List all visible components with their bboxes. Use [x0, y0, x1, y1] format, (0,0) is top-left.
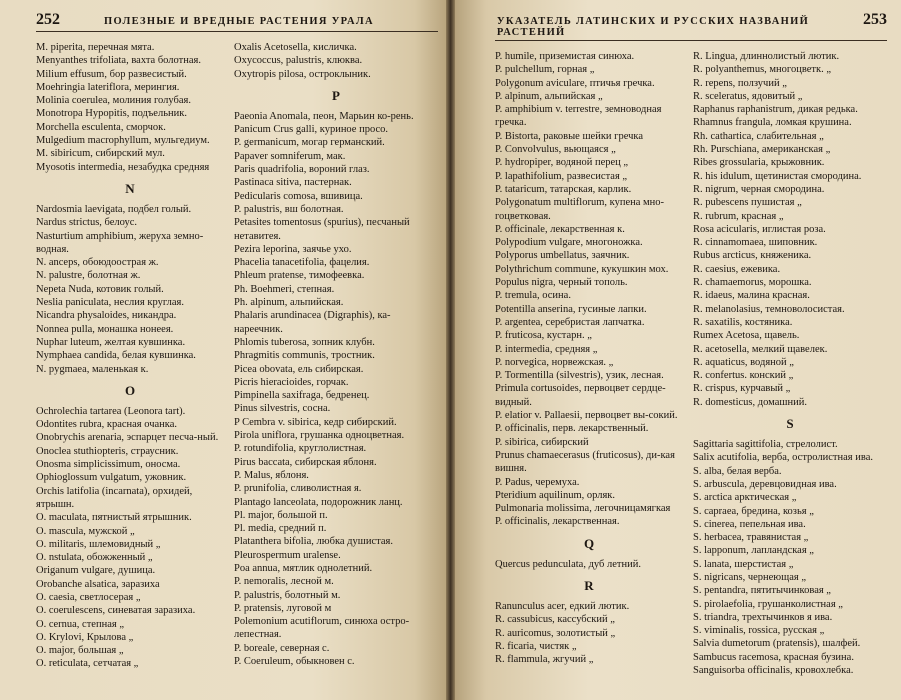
index-entry: Phalaris arundinacea (Digraphis), ка-нареечник.	[234, 310, 391, 335]
index-entry: P. nemoralis, лесной м.	[234, 576, 334, 588]
index-entry: Onobrychis arenaria, эспарцет песча-ный.	[36, 432, 219, 444]
index-entry: R. auricomus, золотистый „	[495, 627, 616, 639]
index-entry: P. humile, приземистая синюха.	[495, 51, 635, 62]
left-column-1	[36, 41, 224, 671]
index-entry: Phleum pratense, тимофеевка.	[234, 270, 365, 282]
index-entry: M. piperita, перечная мята.	[36, 42, 155, 53]
index-entry: Quercus pedunculata, дуб летний.	[495, 558, 641, 570]
index-entry: Phlomis tuberosa, зопник клубн.	[234, 336, 375, 348]
section-letter: P	[332, 87, 340, 103]
index-entry: Rh. cathartica, слабительная „	[693, 130, 824, 142]
index-entry: Polemonium acutiflorum, синюха остро-лепестная.	[234, 616, 410, 641]
index-entry: Rosa acicularis, иглистая роза.	[693, 223, 826, 235]
index-entry: P. rotundifolia, круглолистная.	[234, 443, 367, 455]
index-entry: P. officinalis, перв. лекарственный.	[495, 423, 649, 435]
index-entry: Nardus strictus, белоус.	[36, 217, 138, 229]
index-entry: P. pratensis, луговой м	[234, 602, 332, 614]
index-entry: Pimpinella saxifraga, бедренец.	[234, 390, 370, 402]
index-entry: N. anceps, обоюдоострая ж.	[36, 257, 159, 269]
right-column-1	[495, 50, 683, 677]
index-entry: O. cernua, степная „	[36, 618, 124, 630]
index-entry: Panicum Crus galli, куриное просо.	[234, 124, 389, 136]
index-entry: R. his idulum, щетинистая смородина.	[693, 170, 862, 182]
index-entry: P. Bistorta, раковые шейки гречка	[495, 130, 643, 142]
index-entry: S. triandra, трехтычинков я ива.	[693, 611, 833, 623]
index-entry: Nasturtium amphibium, жеруха земно-водная.	[36, 230, 204, 255]
index-entry: P. intermedia, средняя „	[495, 343, 598, 355]
index-entry: P. boreale, северная с.	[234, 642, 330, 654]
index-entry: Pulmonaria molissima, легочницамягкая	[495, 503, 671, 515]
index-entry: R. crispus, курчавый „	[693, 383, 791, 395]
index-entry: Pastinaca sitiva, пастернак.	[234, 177, 352, 189]
index-entry: R. repens, ползучий „	[693, 77, 787, 89]
index-entry: R. cinnamomaea, шиповник.	[693, 237, 818, 249]
index-entry: M. sibiricum, сибирский мул.	[36, 148, 165, 160]
index-entry: Raphanus raphanistrum, дикая редька.	[693, 104, 858, 116]
index-entry: Nardosmia laevigata, подбел голый.	[36, 203, 192, 215]
index-entry: S. lapponum, лапландская „	[693, 545, 814, 557]
index-entry: Mulgedium macrophyllum, мульгедиум.	[36, 135, 210, 147]
index-entry: P. palustris, болотный м.	[234, 589, 341, 601]
index-entry: R. domesticus, домашний.	[693, 396, 807, 408]
index-entry: R. flammula, жгучий „	[495, 654, 594, 666]
index-entry: R. pubescens пушистая „	[693, 197, 802, 209]
running-header: УКАЗАТЕЛЬ ЛАТИНСКИХ И РУССКИХ НАЗВАНИЙ РАСТЕНИЙ	[496, 16, 810, 38]
index-entry: Sagittaria sagittifolia, стрелолист.	[693, 439, 838, 451]
index-entry: S. alba, белая верба.	[693, 465, 782, 477]
index-entry: P Cembra v. sibirica, кедр сибирский.	[234, 416, 397, 428]
index-entry: R. sceleratus, ядовитый „	[693, 90, 803, 102]
index-entry: Nymphaea candida, белая кувшинка.	[36, 350, 196, 362]
index-entry: Salix acutifolia, верба, остролистная ива.	[693, 452, 873, 464]
index-entry: R. idaeus, малина красная.	[693, 290, 810, 302]
index-entry: Pedicularis comosa, вшивица.	[234, 190, 363, 202]
index-entry: P. officinale, лекарственная к.	[495, 223, 625, 235]
index-entry: Molinia coerulea, молиния голубая.	[36, 95, 191, 107]
right-page-header	[495, 11, 887, 41]
index-entry: Polygonum aviculare, птичья гречка.	[495, 77, 655, 89]
index-entry: R. ficaria, чистяк „	[495, 640, 577, 652]
index-entry: Pinus silvestris, сосна.	[234, 403, 331, 415]
index-entry: Pl. major, большой п.	[234, 509, 328, 521]
index-entry: Polythrichum commune, кукушкин мох.	[495, 263, 669, 275]
left-page-header	[36, 11, 438, 32]
index-entry: Paeonia Anomala, пеон, Марьин ко-рень.	[234, 110, 414, 122]
index-entry: S. arctica арктическая „	[693, 492, 797, 504]
index-entry: P. germanicum, могар германский.	[234, 137, 385, 149]
index-entry: Sanguisorba officinalis, кровохлебка.	[693, 665, 854, 677]
index-entry: Phacelia tanacetifolia, фацелия.	[234, 257, 370, 269]
index-entry: R. caesius, ежевика.	[693, 263, 781, 275]
index-entry: P. hydropiper, водяной перец „	[495, 157, 629, 169]
index-entry: P. Tormentilla (silvestris), узик, лесная.	[495, 370, 664, 382]
index-entry: Picris hieracioides, горчак.	[234, 376, 349, 388]
index-entry: Primula cortusoides, первоцвет сердце-видный.	[495, 383, 666, 408]
index-entry: Nonnea pulla, монашка нонеея.	[36, 323, 174, 335]
index-entry: O. major, большая „	[36, 645, 124, 657]
index-entry: Ph. Boehmeri, степная.	[234, 283, 335, 295]
index-entry: Rh. Purschiana, американская „	[693, 144, 831, 156]
index-entry: Picea obovata, ель сибирская.	[234, 363, 364, 375]
index-entry: R. polyanthemus, многоцветк. „	[693, 64, 831, 76]
index-entry: Ribes grossularia, крыжовник.	[693, 157, 825, 169]
index-entry: P. lapathifolium, развесистая „	[495, 170, 628, 182]
index-entry: Orobanche alsatica, заразиха	[36, 578, 160, 590]
index-entry: Petasites tomentosus (spurius), песчаный нетавитея.	[234, 217, 410, 242]
index-entry: Onosma simplicissimum, оносма.	[36, 459, 181, 471]
page-number: 252	[36, 11, 60, 28]
index-entry: Pirus baccata, сибирская яблоня.	[234, 456, 377, 468]
index-entry: Rumex Acetosa, щавель.	[693, 330, 800, 342]
left-page	[0, 0, 446, 700]
index-entry: P. fruticosa, кустарн. „	[495, 330, 592, 342]
index-entry: Nepeta Nuda, котовик голый.	[36, 283, 164, 295]
index-entry: O. coerulescens, синеватая заразиха.	[36, 605, 196, 617]
index-entry: Nuphar luteum, желтая кувшинка.	[36, 336, 186, 348]
index-entry: Ochrolechia tartarea (Leonora tart).	[36, 405, 186, 417]
index-entry: R. Lingua, длиннолистый лютик.	[693, 51, 840, 62]
index-entry: P. elatior v. Pallaesii, первоцвет вы-сокий.	[495, 410, 678, 422]
index-entry: Pleurospermum uralense.	[234, 549, 341, 561]
index-entry: Rubus arcticus, княженика.	[693, 250, 812, 262]
book-gutter	[446, 0, 455, 700]
index-entry: S. lanata, шерстистая „	[693, 558, 794, 570]
index-entry: P. Padus, черемуха.	[495, 476, 580, 488]
index-entry: Ophioglossum vulgatum, ужовник.	[36, 472, 187, 484]
index-entry: R. acetosella, мелкий щавелек.	[693, 343, 828, 355]
index-entry: O. mascula, мужской „	[36, 525, 135, 537]
section-letter: Q	[583, 535, 595, 551]
index-entry: Papaver somniferum, мак.	[234, 150, 346, 162]
index-entry: O. militaris, шлемовидный „	[36, 538, 161, 550]
index-entry: S. caprаea, бредина, козья „	[693, 505, 814, 517]
left-column-2	[234, 41, 438, 671]
index-entry: Myosotis intermedia, незабудка средняя	[36, 161, 210, 173]
index-entry: Menyanthes trifoliata, вахта болотная.	[36, 55, 201, 67]
index-entry: O. Krylovi, Крылова „	[36, 631, 134, 643]
index-entry: R. melanolasius, темноволосистая.	[693, 303, 845, 315]
index-entry: Neslia paniculata, неслия круглая.	[36, 297, 184, 309]
index-entry: Polypodium vulgare, многоножка.	[495, 237, 643, 249]
index-entry: P. Coeruleum, обыкновен с.	[234, 656, 355, 668]
index-entry: Pirola uniflora, грушанка одноцветная.	[234, 430, 405, 442]
right-column-2	[693, 50, 887, 677]
index-entry: Pl. media, средний п.	[234, 523, 327, 535]
page-number: 253	[863, 11, 887, 28]
index-entry: R. cassubicus, кассубский „	[495, 614, 615, 626]
index-entry: P. argentea, серебристая лапчатка.	[495, 316, 645, 328]
index-entry: Onoclea stuthiopteris, страусник.	[36, 445, 179, 457]
index-entry: N. pygmaea, маленькая к.	[36, 363, 149, 375]
index-entry: P. Convolvulus, вьющаяся „	[495, 144, 616, 156]
index-entry: O. caesia, светлосерая „	[36, 591, 141, 603]
index-entry: Phragmitis communis, тростник.	[234, 350, 375, 362]
index-entry: O. nstulata, обожженный „	[36, 552, 153, 564]
index-entry: R. saxatilis, костяника.	[693, 316, 793, 328]
index-entry: Potentilla anserina, гусиные лапки.	[495, 303, 647, 315]
right-page	[455, 0, 901, 700]
index-entry: O. reticulata, сетчатая „	[36, 658, 139, 670]
index-entry: P. officinalis, лекарственная.	[495, 516, 620, 528]
index-entry: Ph. alpinum, альпийская.	[234, 297, 344, 309]
index-entry: Moehringia lateriflora, мерингия.	[36, 81, 180, 93]
index-entry: Pezira leporina, заячье ухо.	[234, 243, 352, 255]
index-entry: R. aquaticus, водяной „	[693, 356, 794, 368]
index-entry: Salvia dumetorum (pratensis), шалфей.	[693, 638, 861, 650]
index-entry: S. herbacea, травянистая „	[693, 532, 809, 544]
index-entry: Rhamnus frangula, ломкая крушина.	[693, 117, 852, 129]
index-entry: Populus nigra, черный тополь.	[495, 277, 628, 289]
index-entry: Prunus chamaecerasus (fruticosus), ди-кая вишня.	[495, 449, 675, 475]
index-entry: Oxycoccus, palustris, клюква.	[234, 55, 363, 67]
index-entry: Pteridium aquilinum, орляк.	[495, 489, 616, 501]
index-entry: N. palustre, болотная ж.	[36, 270, 141, 282]
index-entry: Oxalis Acetosella, кисличка.	[234, 42, 357, 53]
index-entry: Monotropa Hypopitis, подъельник.	[36, 108, 187, 120]
section-letter: R	[584, 577, 594, 593]
index-entry: R. rubrum, красная „	[693, 210, 784, 222]
index-entry: Polyporus umbellatus, заячник.	[495, 250, 630, 262]
index-entry: Morchella esculenta, сморчок.	[36, 121, 166, 133]
index-entry: P. tremula, осина.	[495, 290, 571, 302]
index-entry: Poa annua, мятлик однолетний.	[234, 562, 373, 574]
index-entry: Origanum vulgare, душица.	[36, 565, 156, 577]
index-entry: R. confertus. конский „	[693, 370, 794, 382]
section-letter: S	[786, 416, 794, 432]
index-entry: O. maculata, пятнистый ятрышник.	[36, 512, 192, 524]
running-header: ПОЛЕЗНЫЕ И ВРЕДНЫЕ РАСТЕНИЯ УРАЛА	[104, 16, 374, 27]
index-entry: Odontites rubra, красная очанка.	[36, 419, 178, 431]
index-entry: S. cinerea, пепельная ива.	[693, 518, 806, 530]
index-entry: Paris quadrifolia, вороний глаз.	[234, 164, 370, 176]
index-entry: Plantago lanceolata, подорожник ланц.	[234, 496, 403, 508]
index-entry: S. pirolaefolia, грушанколистная „	[693, 598, 843, 610]
index-entry: Ranunculus acer, едкий лютик.	[495, 600, 630, 612]
index-entry: S. nigricans, чернеющая „	[693, 571, 807, 583]
section-letter: O	[124, 382, 136, 398]
index-entry: Sambucus racemosa, красная бузина.	[693, 651, 854, 663]
index-entry: Polygonatum multiflorum, купена мно-гоцветковая.	[495, 197, 665, 222]
index-entry: S. pentandra, пятитычинковая „	[693, 585, 831, 597]
index-entry: P. sibirica, сибирский	[495, 436, 589, 448]
index-entry: Milium effusum, бор развесистый.	[36, 68, 187, 80]
index-entry: P. alpinum, альпийская „	[495, 90, 603, 102]
index-entry: Platanthera bifolia, любка душистая.	[234, 536, 393, 548]
index-entry: P. prunifolia, сливолистная я.	[234, 483, 362, 495]
index-entry: P. Malus, яблоня.	[234, 469, 309, 481]
index-entry: P. amphibium v. terrestre, земноводная гречка.	[495, 104, 662, 129]
section-letter: N	[125, 180, 135, 196]
index-entry: Orchis latifolia (incarnata), орхидей, ятрышн.	[36, 485, 193, 510]
index-entry: R. chamaemorus, морошка.	[693, 277, 812, 289]
index-entry: S. arbuscula, деревцовидная ива.	[693, 478, 837, 490]
index-entry: P. palustris, вш болотная.	[234, 203, 344, 215]
index-entry: Oxytropis pilosa, остроклыник.	[234, 68, 371, 80]
index-entry: R. nigrum, черная смородина.	[693, 183, 825, 195]
index-entry: Nicandra physaloides, никандра.	[36, 310, 177, 322]
index-entry: P. norvegica, норвежская. „	[495, 356, 614, 368]
index-entry: P. tataricum, татарская, карлик.	[495, 183, 632, 195]
index-entry: P. pulchellum, горная „	[495, 64, 595, 76]
index-entry: S. viminalis, rossica, русская „	[693, 625, 825, 637]
